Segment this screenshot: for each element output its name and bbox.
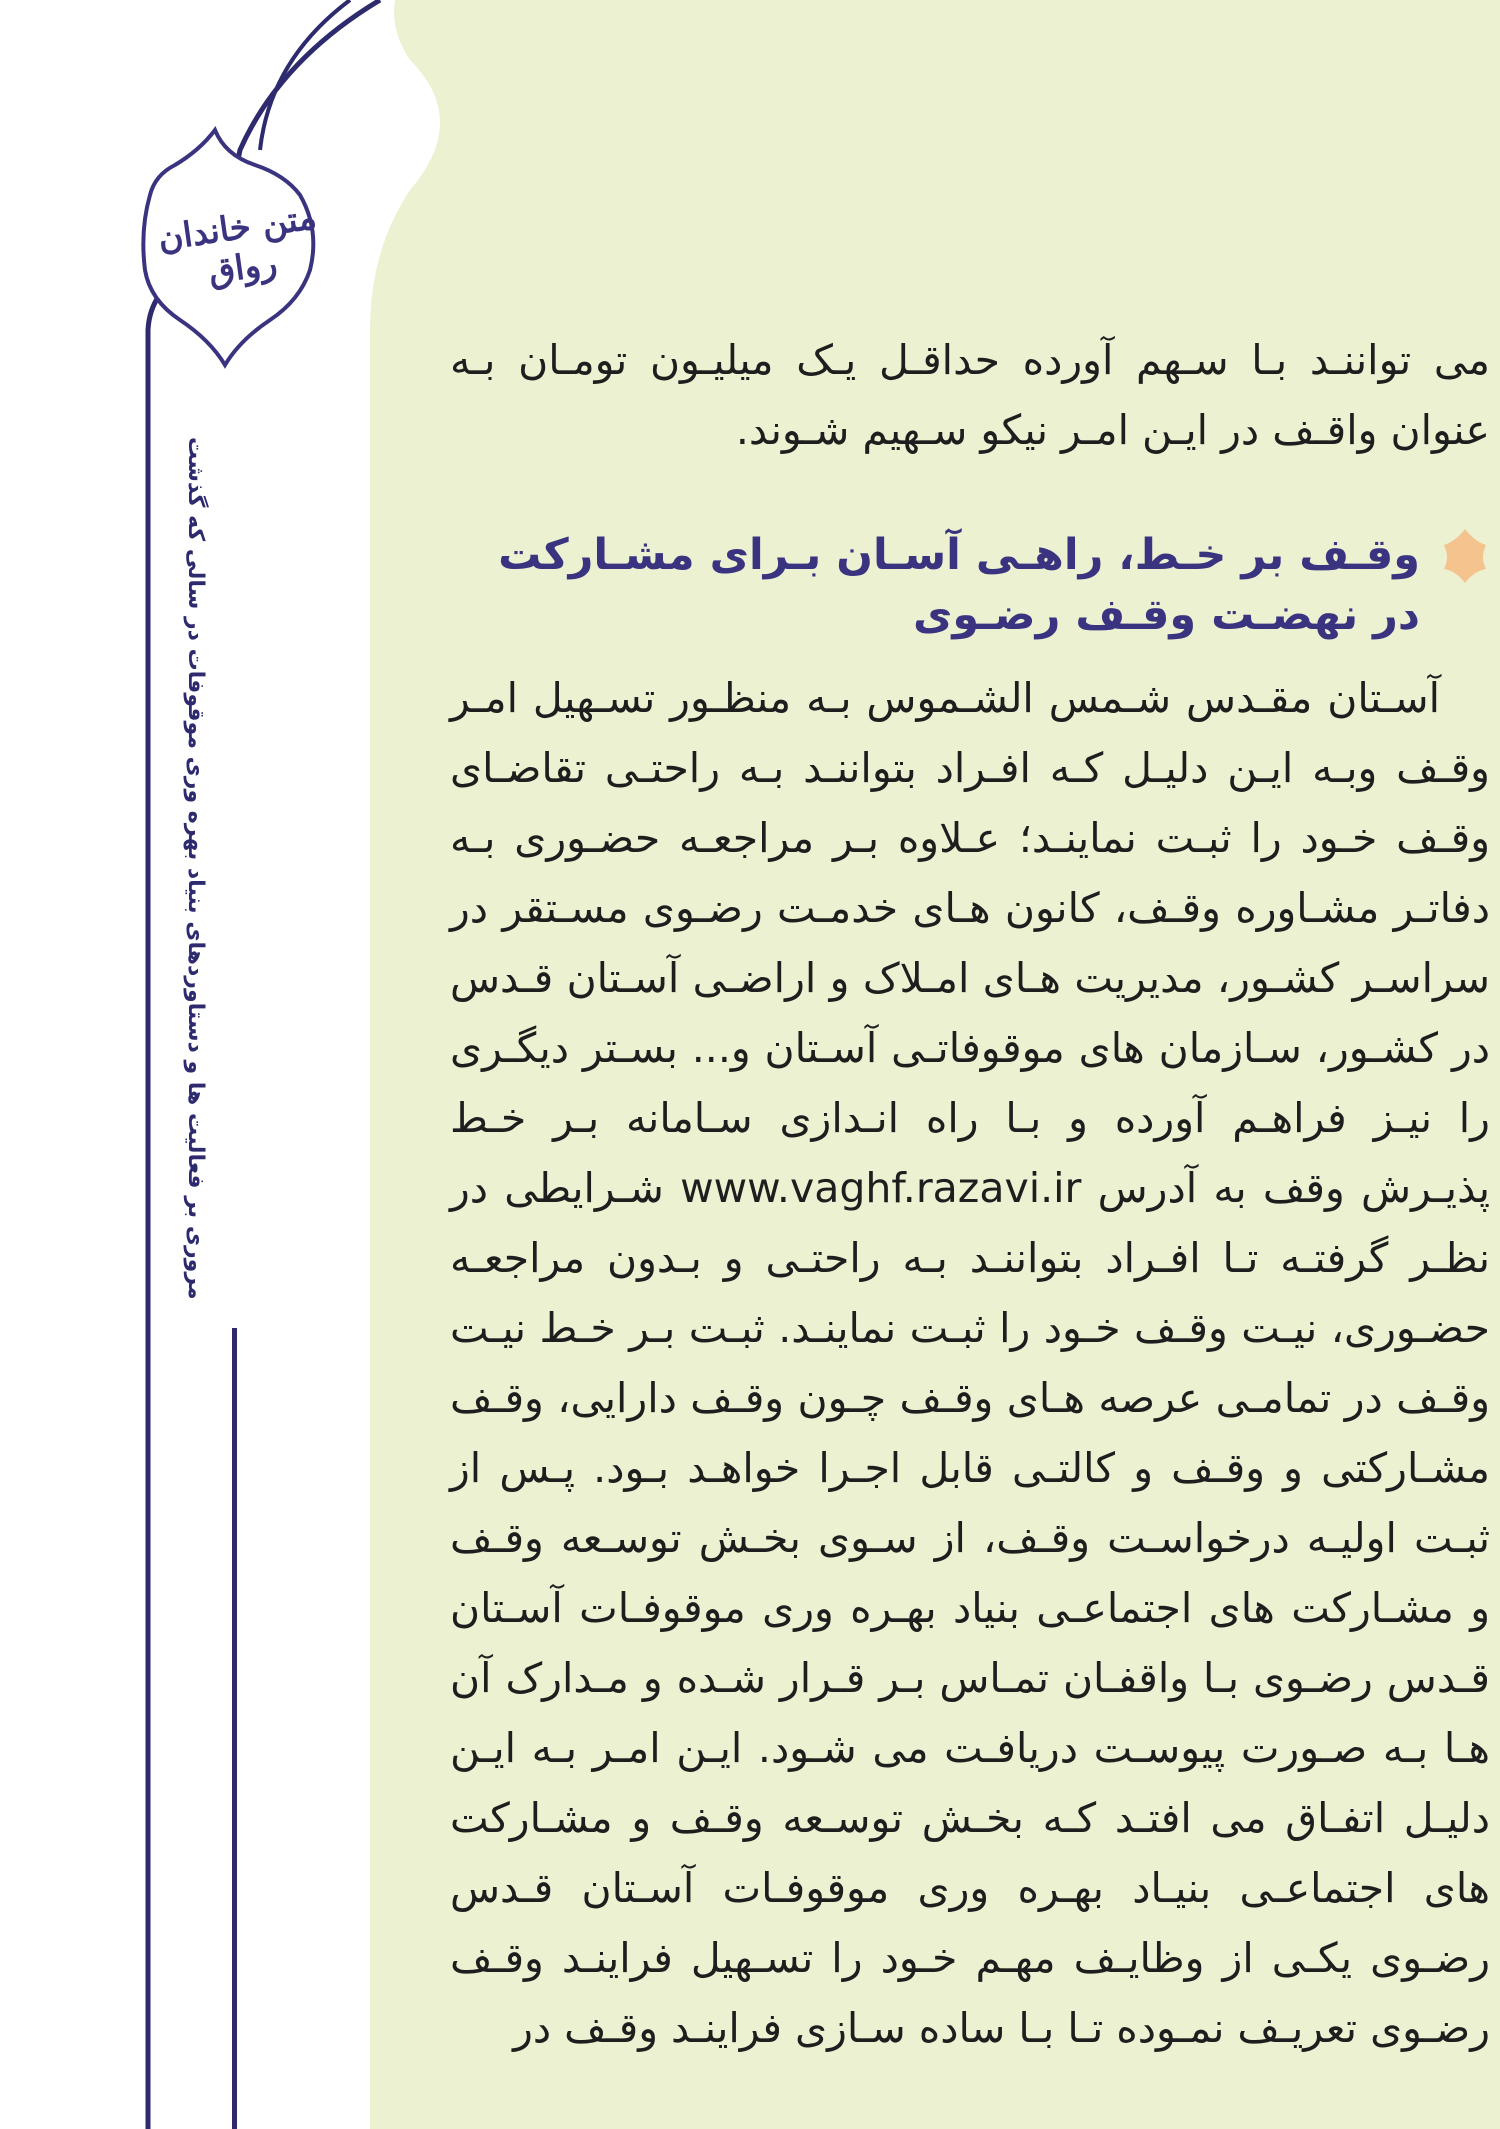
heading-text: وقـف بر خـط، راهـی آسـان بـرای مشـارکت در نهضـت وقـف رضـوی (498, 530, 1420, 640)
intro-paragraph: می تواننـد بـا سـهم آورده حداقـل یـک میلیـون تومـان بـه عنوان واقـف در ایـن امـر نیکو سـهیم شـوند. (450, 336, 1490, 454)
arch-frame-inner (260, 0, 350, 150)
body-paragraph: آسـتان مقـدس شـمس الشـموس بـه منظـور تسـهیل امـر وقـف وبـه ایـن دلیـل کـه افـراد بتواننـد بـه راحتـی تقاضـای وقـف خـود را ثبـت نماینـد؛ عـلاوه بـر مراجعـه حضـوری بـه دفاتـر مشـاوره وقـف، کانون هـای خدمـت رضـوی مسـتقر در سراسـر کشـور، مدیریت هـای امـلاک و اراضـی آسـتان قـدس در کشـور، سـازمان های موقوفاتـی آسـتان و... بسـتر دیگـری را نیـز فراهـم آورده و بـا راه انـدازی سـامانه بـر خـط پذیـرش وقف به آدرس www.vaghf.razavi.ir شـرایطی در نظـر گرفتـه تـا افـراد بتواننـد بـه راحتـی و بـدون مراجعـه حضـوری، نیـت وقـف خـود را ثبـت نماینـد. ثبـت بـر خـط نیـت وقـف در تمامـی عرصه هـای وقـف چـون وقـف دارایی، وقـف مشـارکتی و وقـف و کالتـی قابل اجـرا خواهـد بـود. پـس از ثبـت اولیـه درخواسـت وقـف، از سـوی بخـش توسـعه وقـف و مشـارکت های اجتماعـی بنیاد بهـره وری موقوفـات آسـتان قـدس رضـوی بـا واقفـان تمـاس بـر قـرار شـده و مـدارک آن هـا بـه صـورت پیوسـت دریافـت می شـود. ایـن امـر بـه ایـن دلیـل اتفـاق می افتـد کـه بخـش توسـعه وقـف و مشـارکت های اجتماعـی بنیـاد بهـره وری موقوفـات آسـتان قـدس رضـوی یکـی از وظایـف مهـم خـود را تسـهیل فراینـد وقـف رضـوی تعریـف نمـوده تـا بـا ساده سـازی فراینـد وقـف در (450, 674, 1490, 2052)
flower-bullet-icon (1440, 525, 1490, 585)
section-heading (450, 525, 1490, 645)
article (450, 325, 1490, 2063)
logo-calligraphy: متن خاندان رواق (155, 197, 319, 293)
sidebar-line (232, 1328, 237, 2129)
running-title: مروری بر فعالیت ها و دستاوردهای بنیاد بهره وری موقوفات در سالی که گذشت (183, 437, 208, 1300)
